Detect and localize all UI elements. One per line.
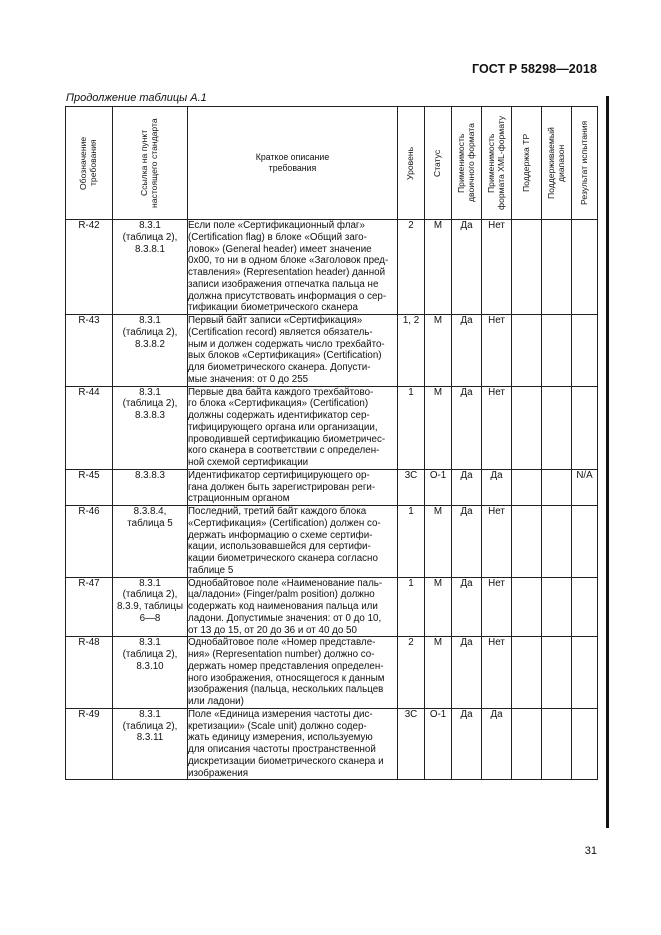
table-caption: Продолжение таблицы А.1: [66, 92, 207, 104]
test-result-cell: [572, 506, 598, 578]
change-bar: [606, 96, 609, 828]
tp-support-cell: [512, 315, 542, 387]
standard-reference: 8.3.1 (таблица 2), 8.3.10: [113, 637, 188, 709]
requirement-description: Первые два байта каждого трехбайтово- го блока «Сертификация» (Certification) должны содержать идентификатор сер- тифицирующего органа или организации, проводившей сертификацию биометричес- кого сканера в соответствии с определен- ной схемой сертификации: [188, 386, 398, 469]
binary-applicability-cell: Да: [452, 386, 482, 469]
xml-applicability-cell: Да: [482, 469, 512, 505]
level-cell: 1, 2: [398, 315, 425, 387]
standard-reference: 8.3.8.3: [113, 469, 188, 505]
test-result-cell: [572, 577, 598, 637]
table-row: [66, 469, 598, 505]
binary-applicability-cell: Да: [452, 469, 482, 505]
requirement-id: R-45: [66, 469, 113, 505]
page-number: 31: [584, 845, 597, 857]
binary-applicability-cell: Да: [452, 637, 482, 709]
table-row: [66, 637, 598, 709]
standard-reference: 8.3.1 (таблица 2), 8.3.8.1: [113, 220, 188, 315]
table-header-row: [66, 107, 598, 220]
tp-support-cell: [512, 506, 542, 578]
requirement-description: Однобайтовое поле «Наименование паль- ца/ладони» (Finger/palm position) должно содержать код наименования пальца или ладони. Допустимые значения: от 0 до 10, от 13 до 15, от 20 до 36 и от 40 до 50: [188, 577, 398, 637]
tp-support-cell: [512, 386, 542, 469]
binary-applicability-cell: Да: [452, 577, 482, 637]
requirement-description: Идентификатор сертифицирующего ор- гана должен быть зарегистрирован реги- страционным органом: [188, 469, 398, 505]
requirement-description: Если поле «Сертификационный флаг» (Certification flag) в блоке «Общий заго- ловок» (General header) имеет значение 0x00, то ни в одном блоке «Заголовок пред- ставления» (Representation header) данной записи изображения отпечатка пальца не должна присутствовать информация о сер- тификации биометрического сканера: [188, 220, 398, 315]
tp-support-cell: [512, 220, 542, 315]
test-result-cell: [572, 386, 598, 469]
requirement-id: R-44: [66, 386, 113, 469]
test-result-cell: N/A: [572, 469, 598, 505]
level-cell: 1: [398, 506, 425, 578]
tp-support-cell: [512, 637, 542, 709]
col-header-id: Обозначение требования: [66, 107, 113, 220]
table-row: [66, 506, 598, 578]
requirement-description: Последний, третий байт каждого блока «Сертификация» (Certification) должен со- держать информацию о схеме сертифи- кации, использовавшейся для сертифи- кации биометрического сканера согласно таблице 5: [188, 506, 398, 578]
level-cell: 3С: [398, 708, 425, 780]
status-cell: М: [425, 577, 452, 637]
level-cell: 2: [398, 220, 425, 315]
requirement-id: R-42: [66, 220, 113, 315]
requirement-description: Поле «Единица измерения частоты дис- кретизации» (Scale unit) должно содер- жать единицу измерения, используемую для описания частоты пространственной дискретизации биометрического сканера и изображения: [188, 708, 398, 780]
tp-support-cell: [512, 469, 542, 505]
supported-range-cell: [542, 315, 572, 387]
col-header-level: Уровень: [398, 107, 425, 220]
supported-range-cell: [542, 506, 572, 578]
xml-applicability-cell: Нет: [482, 506, 512, 578]
requirement-id: R-49: [66, 708, 113, 780]
test-result-cell: [572, 315, 598, 387]
level-cell: 2: [398, 637, 425, 709]
supported-range-cell: [542, 577, 572, 637]
test-result-cell: [572, 637, 598, 709]
table-row: [66, 386, 598, 469]
binary-applicability-cell: Да: [452, 506, 482, 578]
xml-applicability-cell: Нет: [482, 315, 512, 387]
table-row: [66, 220, 598, 315]
binary-applicability-cell: Да: [452, 315, 482, 387]
standard-reference: 8.3.1 (таблица 2), 8.3.8.2: [113, 315, 188, 387]
standard-reference: 8.3.1 (таблица 2), 8.3.9, таблицы 6—8: [113, 577, 188, 637]
col-header-xml: Применимость формата XML-формату: [482, 107, 512, 220]
requirements-table: [65, 106, 598, 780]
status-cell: О-1: [425, 469, 452, 505]
standard-reference: 8.3.8.4, таблица 5: [113, 506, 188, 578]
tp-support-cell: [512, 577, 542, 637]
status-cell: М: [425, 386, 452, 469]
xml-applicability-cell: Нет: [482, 577, 512, 637]
col-header-tp: Поддержка ТР: [512, 107, 542, 220]
status-cell: М: [425, 315, 452, 387]
requirement-description: Первый байт записи «Сертификация» (Certification record) является обязатель- ным и должен содержать число трехбайто- вых блоков «Сертификация» (Certification) для биометрического сканера. Допусти- мые значения: от 0 до 255: [188, 315, 398, 387]
requirement-description: Однобайтовое поле «Номер представле- ния» (Representation number) должно со- держать номер представления определен- ного изображения, относящегося к данным изображения (пальца, нескольких пальцев или ладони): [188, 637, 398, 709]
xml-applicability-cell: Нет: [482, 386, 512, 469]
status-cell: О-1: [425, 708, 452, 780]
table-row: [66, 315, 598, 387]
requirement-id: R-43: [66, 315, 113, 387]
standard-reference: 8.3.1 (таблица 2), 8.3.8.3: [113, 386, 188, 469]
level-cell: 1: [398, 577, 425, 637]
standard-reference: 8.3.1 (таблица 2), 8.3.11: [113, 708, 188, 780]
test-result-cell: [572, 220, 598, 315]
col-header-result: Результат испытания: [572, 107, 598, 220]
status-cell: М: [425, 637, 452, 709]
requirement-id: R-48: [66, 637, 113, 709]
requirement-id: R-47: [66, 577, 113, 637]
xml-applicability-cell: Нет: [482, 220, 512, 315]
level-cell: 3С: [398, 469, 425, 505]
supported-range-cell: [542, 220, 572, 315]
table-row: [66, 708, 598, 780]
col-header-description: Краткое описание требования: [188, 107, 398, 220]
col-header-status: Статус: [425, 107, 452, 220]
tp-support-cell: [512, 708, 542, 780]
col-header-ref: Ссылка на пункт настоящего стандарта: [113, 107, 188, 220]
test-result-cell: [572, 708, 598, 780]
status-cell: М: [425, 506, 452, 578]
status-cell: М: [425, 220, 452, 315]
col-header-binary: Применимость двоичного формата: [452, 107, 482, 220]
xml-applicability-cell: Да: [482, 708, 512, 780]
table-row: [66, 577, 598, 637]
requirement-id: R-46: [66, 506, 113, 578]
level-cell: 1: [398, 386, 425, 469]
supported-range-cell: [542, 469, 572, 505]
binary-applicability-cell: Да: [452, 708, 482, 780]
xml-applicability-cell: Нет: [482, 637, 512, 709]
supported-range-cell: [542, 637, 572, 709]
supported-range-cell: [542, 386, 572, 469]
binary-applicability-cell: Да: [452, 220, 482, 315]
col-header-range: Поддерживаемый диапазон: [542, 107, 572, 220]
standard-header: ГОСТ Р 58298—2018: [471, 62, 597, 76]
supported-range-cell: [542, 708, 572, 780]
